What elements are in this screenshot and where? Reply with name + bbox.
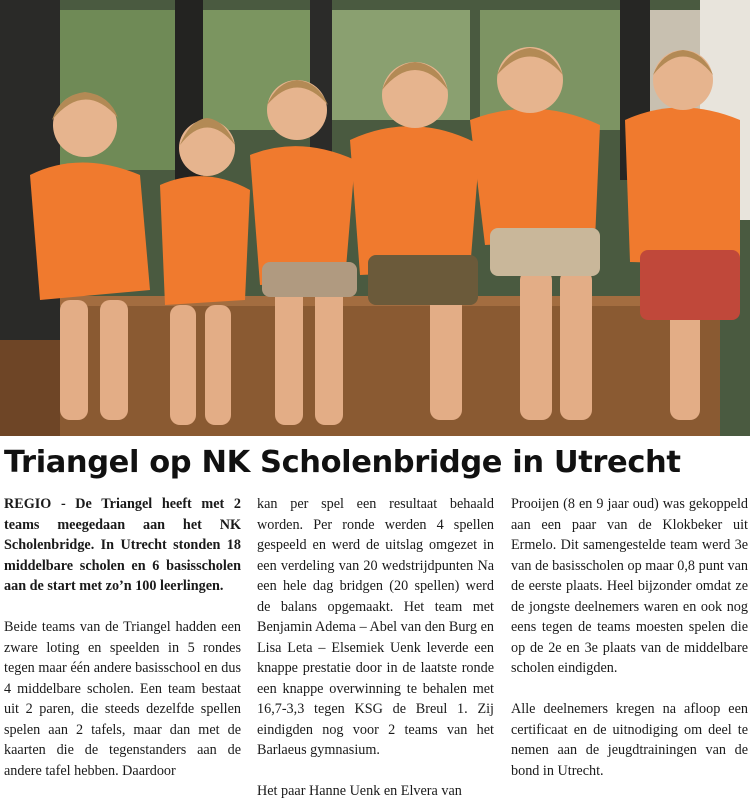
article-paragraph: Alle deelnemers kregen na afloop een certificaat en de uitnodiging om deel te nemen aan de jeugdtrainingen van de bond in Utrecht. — [511, 701, 748, 779]
article-column-1 — [4, 494, 241, 781]
article-paragraph: Beide teams van de Triangel hadden een zware loting en speelden in 5 rondes tegen maar één andere basisschool en dus 4 middelbare scholen. Een team bestaat uit 2 paren, die steeds dezelfde spellen spelen aan 2 tafels, maar dan met de kaarten die de tegenstanders aan de andere tafel hebben. Daardoor — [4, 619, 241, 779]
article-paragraph: Prooijen (8 en 9 jaar oud) was gekoppeld aan een paar van de Klokbeker uit Ermelo. Dit samengestelde team werd 3e van de basisscholen op maar 0,8 punt van de eerste plaats. Heel bijzonder omdat ze de jongste deelnemers waren en ook nog eens tegen de teams moesten spelen die op de 2e en 3e plaats van de middelbare scholen eindigden. — [511, 496, 748, 676]
article-paragraph: kan per spel een resultaat behaald worden. Per ronde werden 4 spellen gespeeld en werd de uitslag omgezet in een verdeling van 20 wedstrijdpunten Na een hele dag bridgen (20 spellen) werd de balans opgemaakt. Het team met Benjamin Adema – Abel van den Burg en Lisa Leta – Elsemiek Uenk leverde een knappe prestatie door in de laatste ronde een knappe overwinning te behalen met 16,7-3,3 tegen KSG de Breul 1. Zij eindigden nog voor 2 teams van het Barlaeus gymnasium. — [257, 496, 494, 758]
article-column-2 — [257, 494, 494, 802]
article-lead-paragraph: REGIO - De Triangel heeft met 2 teams meegedaan aan het NK Scholenbridge. In Utrecht stonden 18 middelbare scholen en 6 basisscholen aan de start met zo’n 100 leerlingen. — [4, 496, 241, 594]
article-column-3 — [511, 494, 748, 781]
article-headline: Triangel op NK Scholenbridge in Utrecht — [4, 445, 681, 480]
article-paragraph: Het paar Hanne Uenk en Elvera van — [257, 783, 462, 799]
